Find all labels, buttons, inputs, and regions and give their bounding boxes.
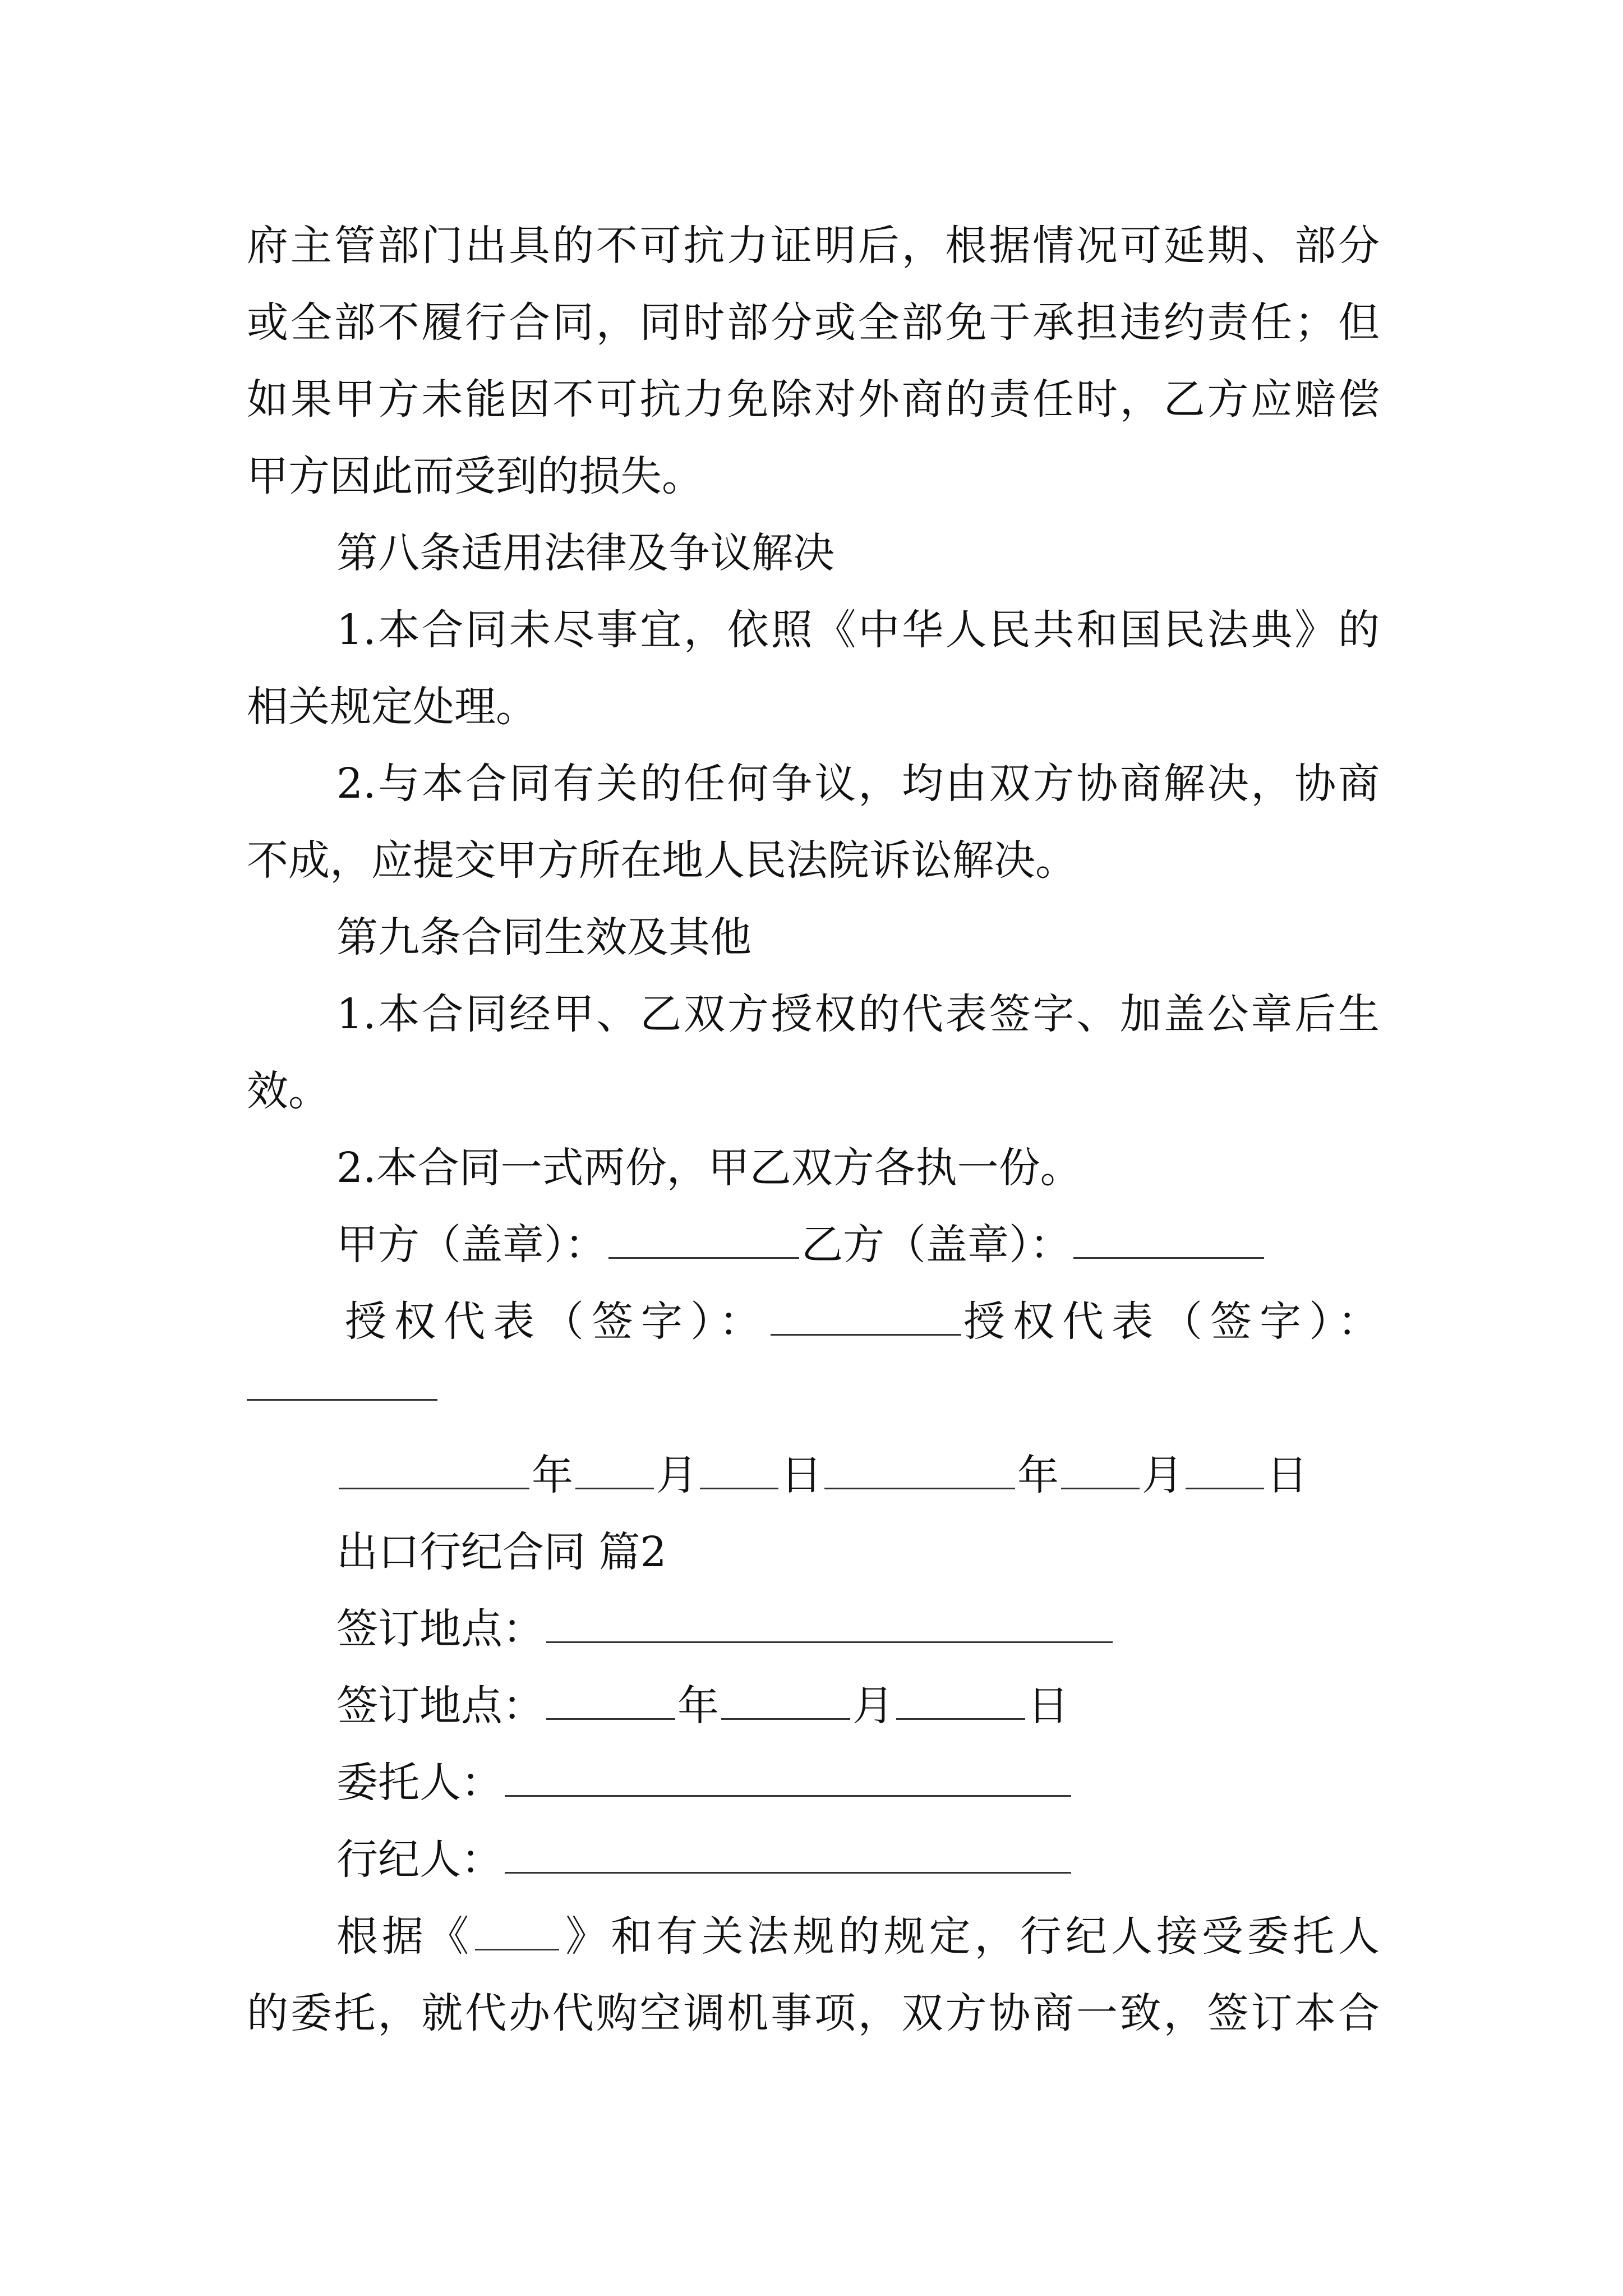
rep-a-label: 授权代表（签字）：: [345, 1297, 768, 1346]
sign-place-label: 签订地点：: [336, 1605, 544, 1653]
rep-b-label: 授权代表（签字）：: [963, 1297, 1387, 1346]
intro-l1-a: 根据《: [336, 1912, 473, 1961]
year-a-label: 年: [532, 1451, 573, 1499]
article-8-title: 第八条适用法律及争议解决: [336, 529, 834, 577]
intro-l1-b: 》和有关法规的规定，行纪人接受委托人: [561, 1912, 1380, 1961]
sign-date-label: 签订地点：: [336, 1682, 544, 1730]
contract-2-title: 出口行纪合同 篇2: [336, 1528, 667, 1576]
rep-line: [345, 1294, 1387, 1350]
principal-line: [336, 1755, 1073, 1811]
day-a-label: 日: [781, 1451, 822, 1499]
year-b-blank: [824, 1448, 1015, 1489]
sign-month-blank: [721, 1679, 850, 1720]
party-b-seal-label: 乙方（盖章）：: [801, 1221, 1071, 1269]
article-8-item-2: 2.与本合同有关的任何争议，均由双方协商解决，协商: [336, 760, 1380, 808]
party-a-seal-blank: [608, 1218, 799, 1259]
sign-month-label: 月: [852, 1682, 894, 1730]
day-b-blank: [1186, 1448, 1264, 1489]
month-b-label: 月: [1142, 1451, 1183, 1499]
sign-day-label: 日: [1027, 1682, 1069, 1730]
rep-a-blank: [771, 1295, 961, 1336]
day-b-label: 日: [1266, 1451, 1308, 1499]
principal-blank: [505, 1756, 1071, 1797]
month-b-blank: [1061, 1448, 1140, 1489]
article-8-item-2-cont: 不成，应提交甲方所在地人民法院诉讼解决。: [247, 836, 1077, 885]
year-b-label: 年: [1017, 1451, 1059, 1499]
sign-day-blank: [896, 1679, 1025, 1720]
principal-label: 委托人：: [336, 1759, 502, 1807]
article-9-item-1-cont: 效。: [247, 1067, 330, 1115]
date-line: [336, 1447, 1308, 1503]
sign-year-label: 年: [677, 1682, 719, 1730]
rep-b-blank: [247, 1399, 437, 1401]
month-a-label: 月: [656, 1451, 698, 1499]
intro-line-2: 的委托，就代办代购空调机事项，双方协商一致，签订本合: [247, 1989, 1380, 2037]
article-8-item-1: 1.本合同未尽事宜，依照《中华人民共和国民法典》的: [336, 606, 1380, 654]
paragraph-line: 甲方因此而受到的损失。: [247, 452, 703, 500]
broker-line: [336, 1832, 1073, 1888]
sign-place-blank: [546, 1602, 1113, 1643]
article-9-item-1: 1.本合同经甲、乙双方授权的代表签字、加盖公章后生: [336, 990, 1380, 1038]
month-a-blank: [575, 1448, 654, 1489]
sign-place-line: [336, 1601, 1115, 1657]
party-a-seal-label: 甲方（盖章）：: [336, 1221, 606, 1269]
year-a-blank: [339, 1448, 529, 1489]
sign-year-blank: [546, 1679, 675, 1720]
article-9-title: 第九条合同生效及其他: [336, 913, 751, 961]
day-a-blank: [700, 1448, 778, 1489]
article-9-item-2: 2.本合同一式两份，甲乙双方各执一份。: [336, 1144, 1082, 1192]
broker-label: 行纪人：: [336, 1835, 502, 1884]
paragraph-line: 或全部不履行合同，同时部分或全部免于承担违约责任；但: [247, 298, 1380, 347]
paragraph-line: 如果甲方未能因不可抗力免除对外商的责任时，乙方应赔偿: [247, 375, 1380, 424]
party-b-seal-blank: [1073, 1218, 1264, 1259]
broker-blank: [505, 1833, 1071, 1874]
intro-line-1: [336, 1908, 1380, 1964]
sign-date-line: [336, 1678, 1069, 1734]
article-8-item-1-cont: 相关规定处理。: [247, 683, 537, 731]
law-name-blank: [475, 1910, 559, 1950]
seal-line: [336, 1217, 1266, 1273]
paragraph-line: 府主管部门出具的不可抗力证明后，根据情况可延期、部分: [247, 222, 1380, 270]
